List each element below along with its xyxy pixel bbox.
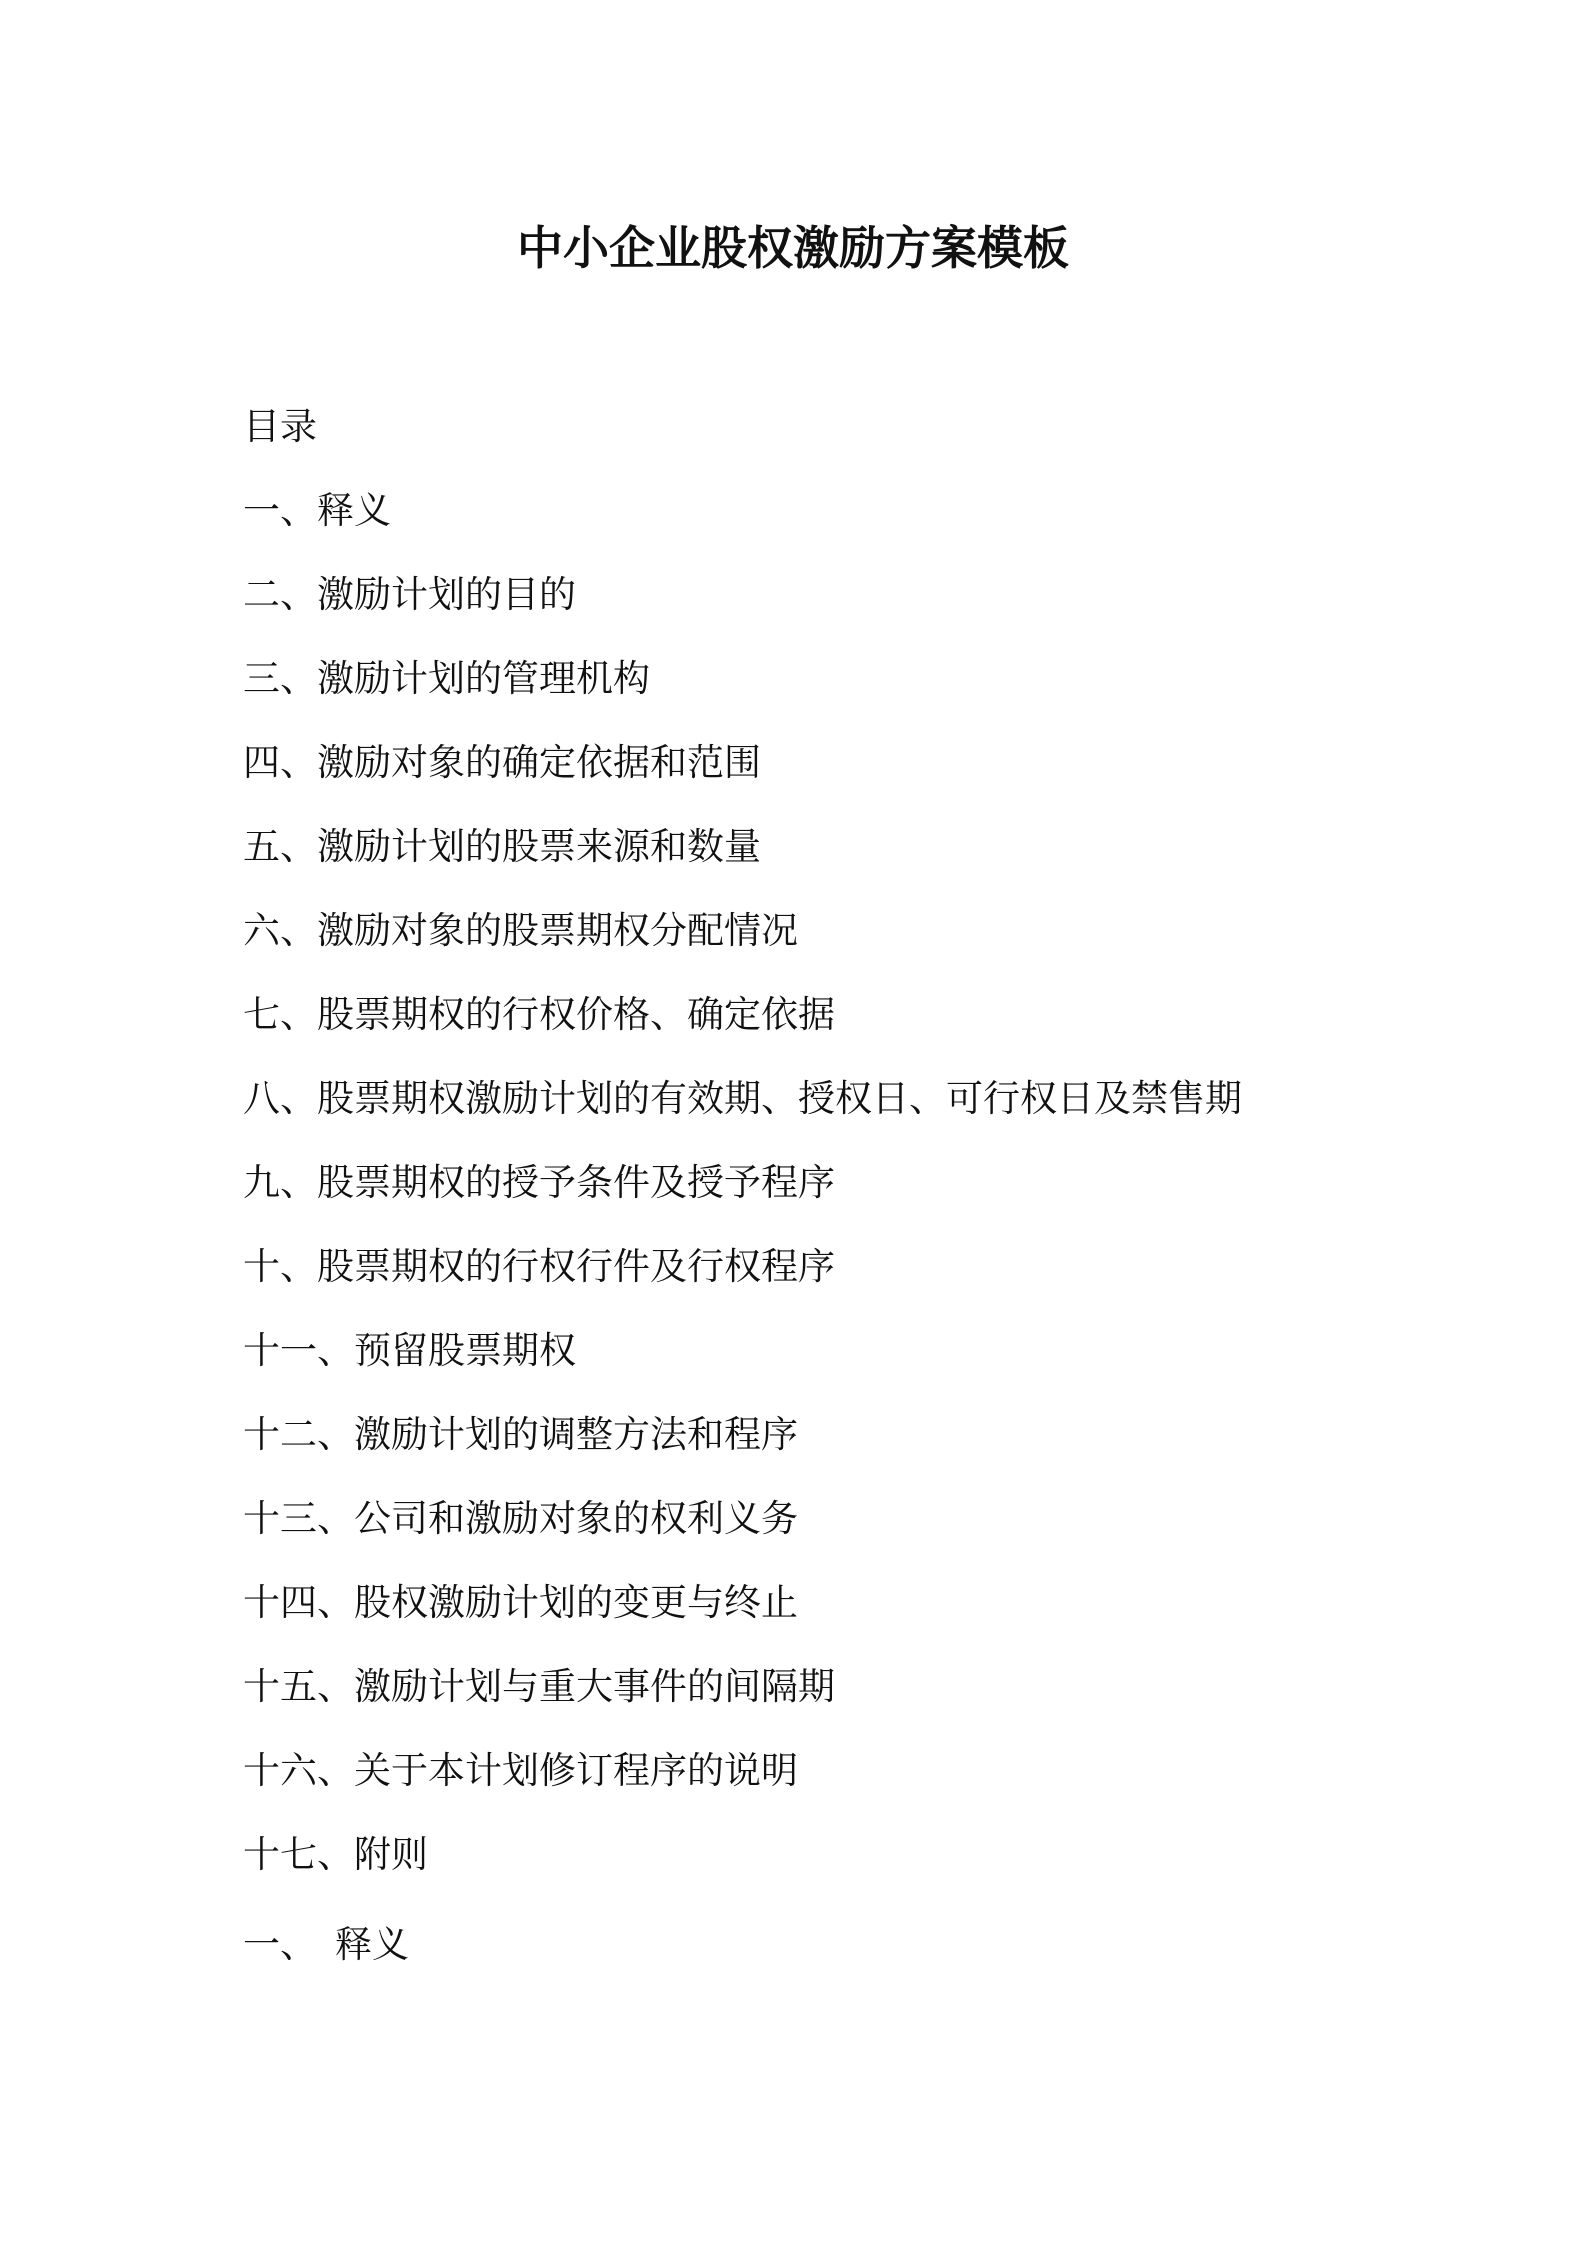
toc-item: 十、股票期权的行权行件及行权程序 xyxy=(243,1245,835,1288)
toc-item: 七、股票期权的行权价格、确定依据 xyxy=(243,993,835,1036)
toc-heading: 目录 xyxy=(243,405,317,448)
document-title: 中小企业股权激励方案模板 xyxy=(517,221,1069,275)
toc-item: 十七、附则 xyxy=(243,1833,428,1876)
toc-item: 十二、激励计划的调整方法和程序 xyxy=(243,1413,798,1456)
toc-item: 三、激励计划的管理机构 xyxy=(243,657,650,700)
toc-item: 一、释义 xyxy=(243,489,391,532)
toc-item: 十六、关于本计划修订程序的说明 xyxy=(243,1749,798,1792)
table-of-contents xyxy=(243,402,1443,1914)
section-title: 释义 xyxy=(335,1923,409,1966)
toc-item: 六、激励对象的股票期权分配情况 xyxy=(243,909,798,952)
toc-item: 八、股票期权激励计划的有效期、授权日、可行权日及禁售期 xyxy=(243,1077,1242,1120)
section-number: 一、 xyxy=(243,1923,317,1966)
toc-item: 九、股票期权的授予条件及授予程序 xyxy=(243,1161,835,1204)
toc-item: 十三、公司和激励对象的权利义务 xyxy=(243,1497,798,1540)
toc-item: 四、激励对象的确定依据和范围 xyxy=(243,741,761,784)
toc-item: 十四、股权激励计划的变更与终止 xyxy=(243,1581,798,1624)
toc-item: 五、激励计划的股票来源和数量 xyxy=(243,825,761,868)
toc-item: 二、激励计划的目的 xyxy=(243,573,576,616)
section-heading xyxy=(243,1920,409,1970)
toc-item: 十五、激励计划与重大事件的间隔期 xyxy=(243,1665,835,1708)
toc-item: 十一、预留股票期权 xyxy=(243,1329,576,1372)
